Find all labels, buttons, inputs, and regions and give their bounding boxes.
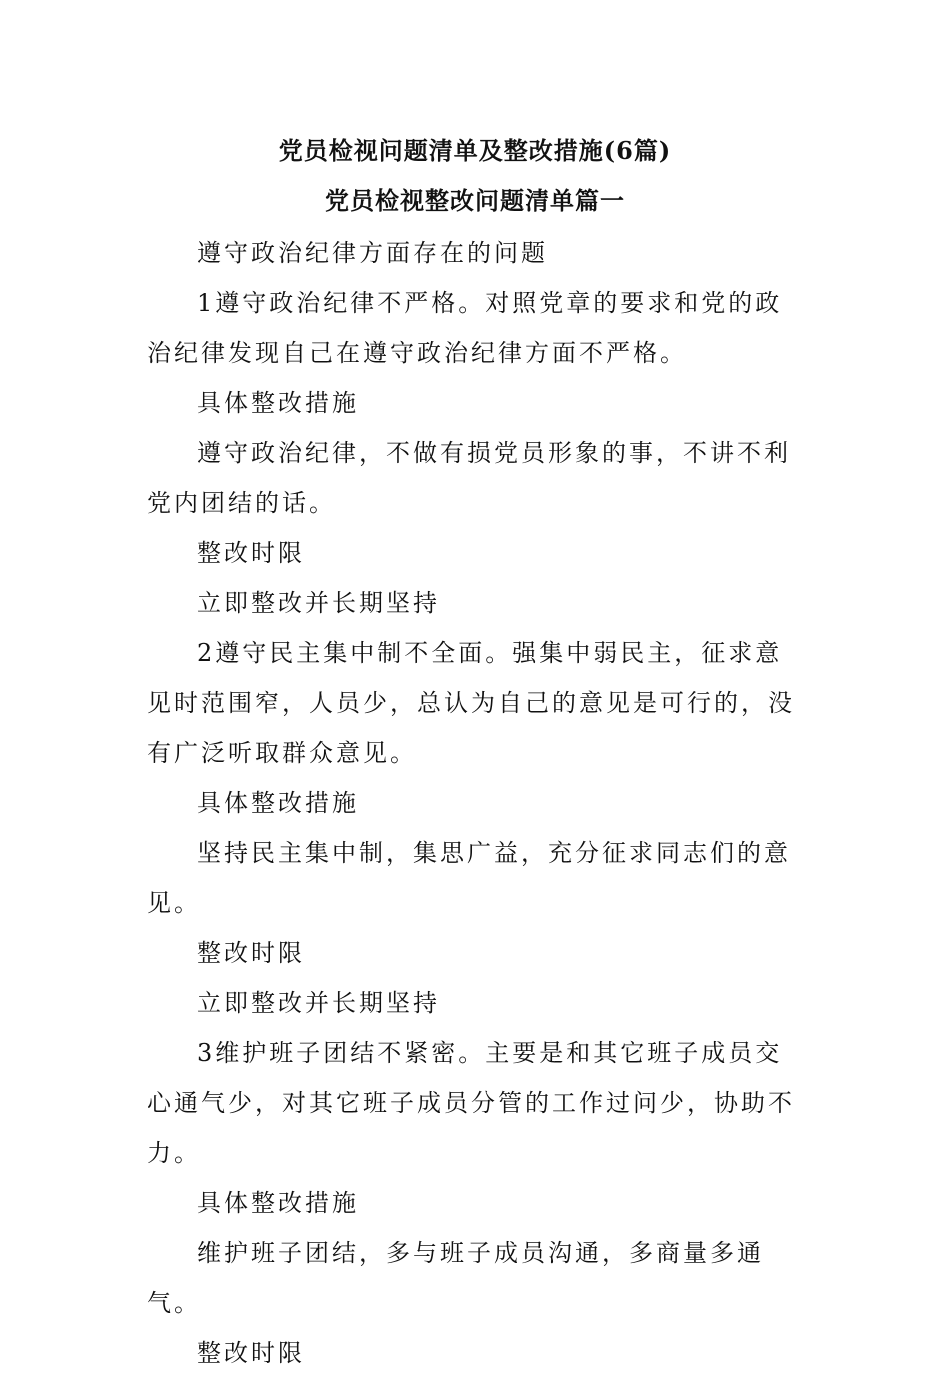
- paragraph-deadline-label: 整改时限: [197, 539, 305, 567]
- paragraph-section-heading: 遵守政治纪律方面存在的问题: [197, 239, 548, 267]
- paragraph-measures-2: 坚持民主集中制，集思广益，充分征求同志们的意见。: [147, 839, 791, 917]
- section-title: 党员检视整改问题清单篇一: [325, 186, 625, 215]
- paragraph-deadline-label: 整改时限: [197, 939, 305, 967]
- paragraph-issue-3: 3维护班子团结不紧密。主要是和其它班子成员交心通气少，对其它班子成员分管的工作过问少，协助不力。: [147, 1039, 795, 1167]
- paragraph-measures-label: 具体整改措施: [197, 789, 359, 817]
- paragraph-measures-1: 遵守政治纪律，不做有损党员形象的事，不讲不利党内团结的话。: [147, 439, 791, 517]
- paragraph-deadline-label: 整改时限: [197, 1339, 305, 1367]
- paragraph-measures-3: 维护班子团结，多与班子成员沟通，多商量多通气。: [147, 1239, 764, 1317]
- paragraph-deadline-2: 立即整改并长期坚持: [197, 989, 440, 1017]
- paragraph-measures-label: 具体整改措施: [197, 1189, 359, 1217]
- paragraph-deadline-1: 立即整改并长期坚持: [197, 589, 440, 617]
- paragraph-issue-2: 2遵守民主集中制不全面。强集中弱民主，征求意见时范围窄，人员少，总认为自己的意见是可行的，没有广泛听取群众意见。: [147, 639, 795, 767]
- paragraph-issue-1: 1遵守政治纪律不严格。对照党章的要求和党的政治纪律发现自己在遵守政治纪律方面不严格。: [147, 289, 783, 367]
- document-body: [147, 228, 807, 1378]
- document-title: 党员检视问题清单及整改措施(6篇): [278, 136, 672, 165]
- paragraph-measures-label: 具体整改措施: [197, 389, 359, 417]
